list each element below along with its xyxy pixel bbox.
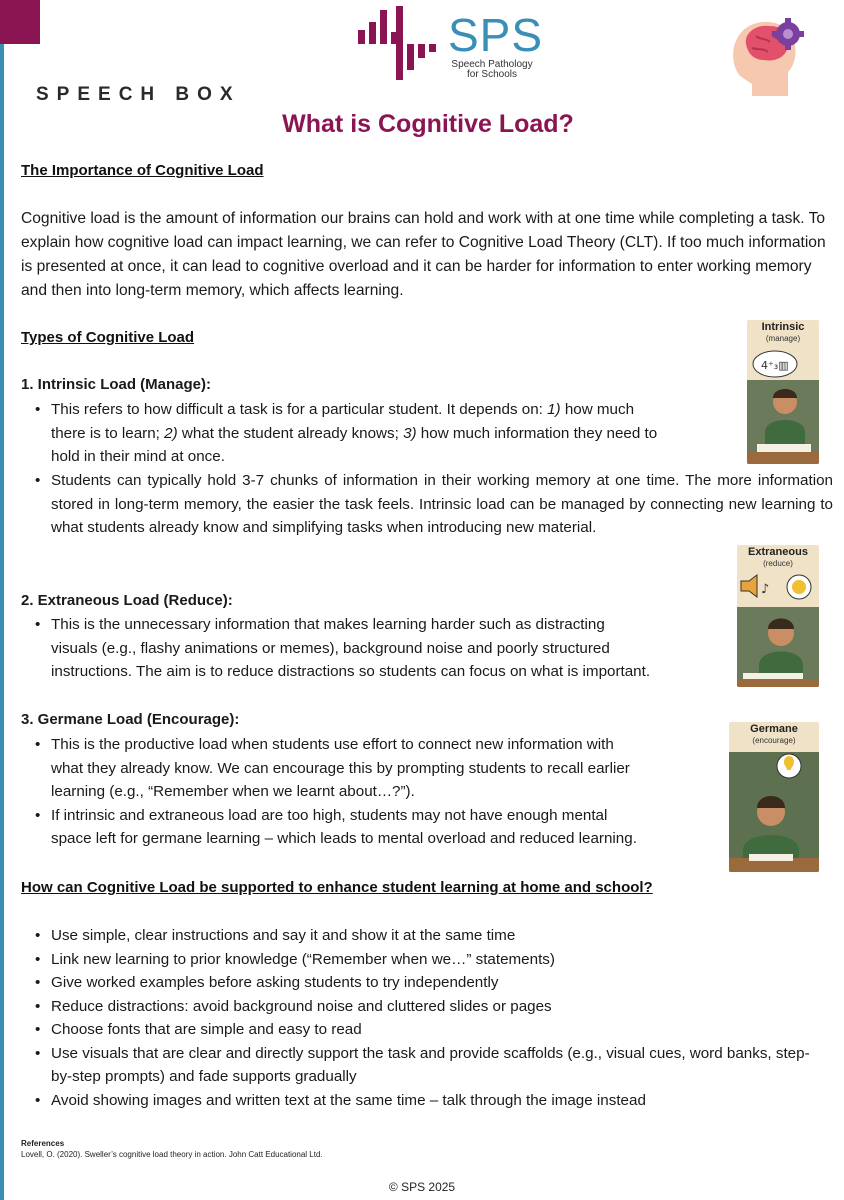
intrinsic-b1-l1a: This refers to how difficult a task is for a particular student. It depends on: xyxy=(51,401,548,418)
extraneous-l1: This is the unnecessary information that makes learning harder such as distracting xyxy=(51,616,605,633)
germane-b2-l2: space left for germane learning – which leads to mental overload and reduced learning. xyxy=(51,830,637,847)
page-title: What is Cognitive Load? xyxy=(282,110,574,138)
germane-b2-l1: If intrinsic and extraneous load are too high, students may not have enough mental xyxy=(51,806,608,824)
intrinsic-list-a xyxy=(21,398,741,469)
student-illustration-icon xyxy=(747,320,819,464)
extraneous-heading: 2. Extraneous Load (Reduce): xyxy=(21,592,233,609)
section-heading-types: Types of Cognitive Load xyxy=(21,329,195,346)
list-item: • Use visuals that are clear and directly support the task and provide scaffolds (e.g., visual cues, word banks, step-by-step prompts) and fade supports gradually xyxy=(21,1042,811,1089)
support-tips-list xyxy=(21,924,811,1112)
list-item xyxy=(21,613,741,684)
list-item: • Use simple, clear instructions and say it and show it at the same time xyxy=(21,924,811,948)
germane-heading: 3. Germane Load (Encourage): xyxy=(21,711,240,728)
section-heading-support: How can Cognitive Load be supported to enhance student learning at home and school? xyxy=(21,879,653,896)
extraneous-l3: instructions. The aim is to reduce distractions so students can focus on what is important. xyxy=(51,663,651,680)
extraneous-list xyxy=(21,613,741,684)
intrinsic-b1-l2b: what the student already knows; xyxy=(177,424,404,442)
card-sublabel: (reduce) xyxy=(763,559,793,568)
intrinsic-b1-l2c: how much information they need to xyxy=(416,424,658,442)
logo-subtitle-line2: for Schools xyxy=(466,69,518,80)
card-sublabel: (encourage) xyxy=(752,736,796,745)
intrinsic-b1-num2: 2) xyxy=(164,424,178,442)
reference-entry: Lovell, O. (2020). Sweller’s cognitive load theory in action. John Catt Educational Ltd. xyxy=(21,1150,323,1159)
svg-text:♪: ♪ xyxy=(761,582,770,597)
list-item: • Link new learning to prior knowledge (“Remember when we…” statements) xyxy=(21,948,811,972)
engaged-student-icon xyxy=(729,722,819,872)
list-item xyxy=(21,733,741,804)
list-item: • Avoid showing images and written text at the same time – talk through the image instead xyxy=(21,1089,811,1113)
logo-subtitle xyxy=(446,60,538,80)
intrinsic-heading: 1. Intrinsic Load (Manage): xyxy=(21,376,212,393)
list-item xyxy=(21,804,741,851)
series-label: SPEECH BOX xyxy=(36,84,241,105)
intrinsic-b1-num3: 3) xyxy=(403,424,417,442)
extraneous-illustration xyxy=(737,545,819,687)
section-heading-importance: The Importance of Cognitive Load xyxy=(21,162,264,179)
list-item: • Students can typically hold 3-7 chunks of information in their working memory at one time. The more information stored in long-term memory, the easier the task feels. Intrinsic load can be managed by connecting new learning to what students already know and simplifying tasks when introducing new material. xyxy=(21,469,833,540)
intrinsic-b1-l1b: how much xyxy=(560,401,635,418)
germane-b1-l1: This is the productive load when students use effort to connect new information with xyxy=(51,736,614,753)
footer-copyright: © SPS 2025 xyxy=(388,1180,456,1194)
intrinsic-list-b xyxy=(21,469,833,540)
logo-text: SPS xyxy=(448,9,544,61)
left-accent-bar xyxy=(0,0,4,1200)
intrinsic-b1-l3: hold in their mind at once. xyxy=(51,448,225,465)
card-label: Germane xyxy=(750,723,798,735)
germane-b1-l2: what they already know. We can encourage this by prompting students to recall earlier xyxy=(51,759,630,777)
sps-logo xyxy=(356,4,546,86)
list-item: • Reduce distractions: avoid background noise and cluttered slides or pages xyxy=(21,995,811,1019)
intrinsic-illustration xyxy=(747,320,819,464)
germane-list xyxy=(21,733,741,851)
list-item: • Give worked examples before asking students to try independently xyxy=(21,971,811,995)
logo-bars-graphic xyxy=(356,4,446,86)
references xyxy=(21,1138,323,1160)
intrinsic-b1-l2a: there is to learn; xyxy=(51,424,165,442)
card-label: Intrinsic xyxy=(761,321,805,333)
list-item: • Choose fonts that are simple and easy to read xyxy=(21,1018,811,1042)
intrinsic-b1-num1: 1) xyxy=(547,401,561,418)
intro-paragraph: Cognitive load is the amount of information our brains can hold and work with at one time while completing a task. To explain how cognitive load can impact learning, we can refer to Cognitive Load Theory (CLT). If too much information is presented at once, it can lead to cognitive overload and it can be harder for information to enter working memory and then into long-term memory, which affects learning. xyxy=(21,210,826,299)
distracted-student-icon xyxy=(737,545,819,687)
corner-block xyxy=(0,0,40,44)
head-brain-icon xyxy=(726,14,808,110)
logo-subtitle-line1: Speech Pathology xyxy=(451,59,533,70)
svg-text:4⁺₃▥: 4⁺₃▥ xyxy=(761,359,789,372)
references-heading: References xyxy=(21,1139,65,1148)
extraneous-l2: visuals (e.g., flashy animations or memes), background noise and poorly structured xyxy=(51,639,610,657)
germane-b1-l3: learning (e.g., “Remember when we learnt about…?”). xyxy=(51,783,415,800)
germane-illustration xyxy=(729,722,819,872)
list-item xyxy=(21,398,741,469)
card-sublabel: (manage) xyxy=(765,334,801,343)
card-label: Extraneous xyxy=(748,546,808,558)
